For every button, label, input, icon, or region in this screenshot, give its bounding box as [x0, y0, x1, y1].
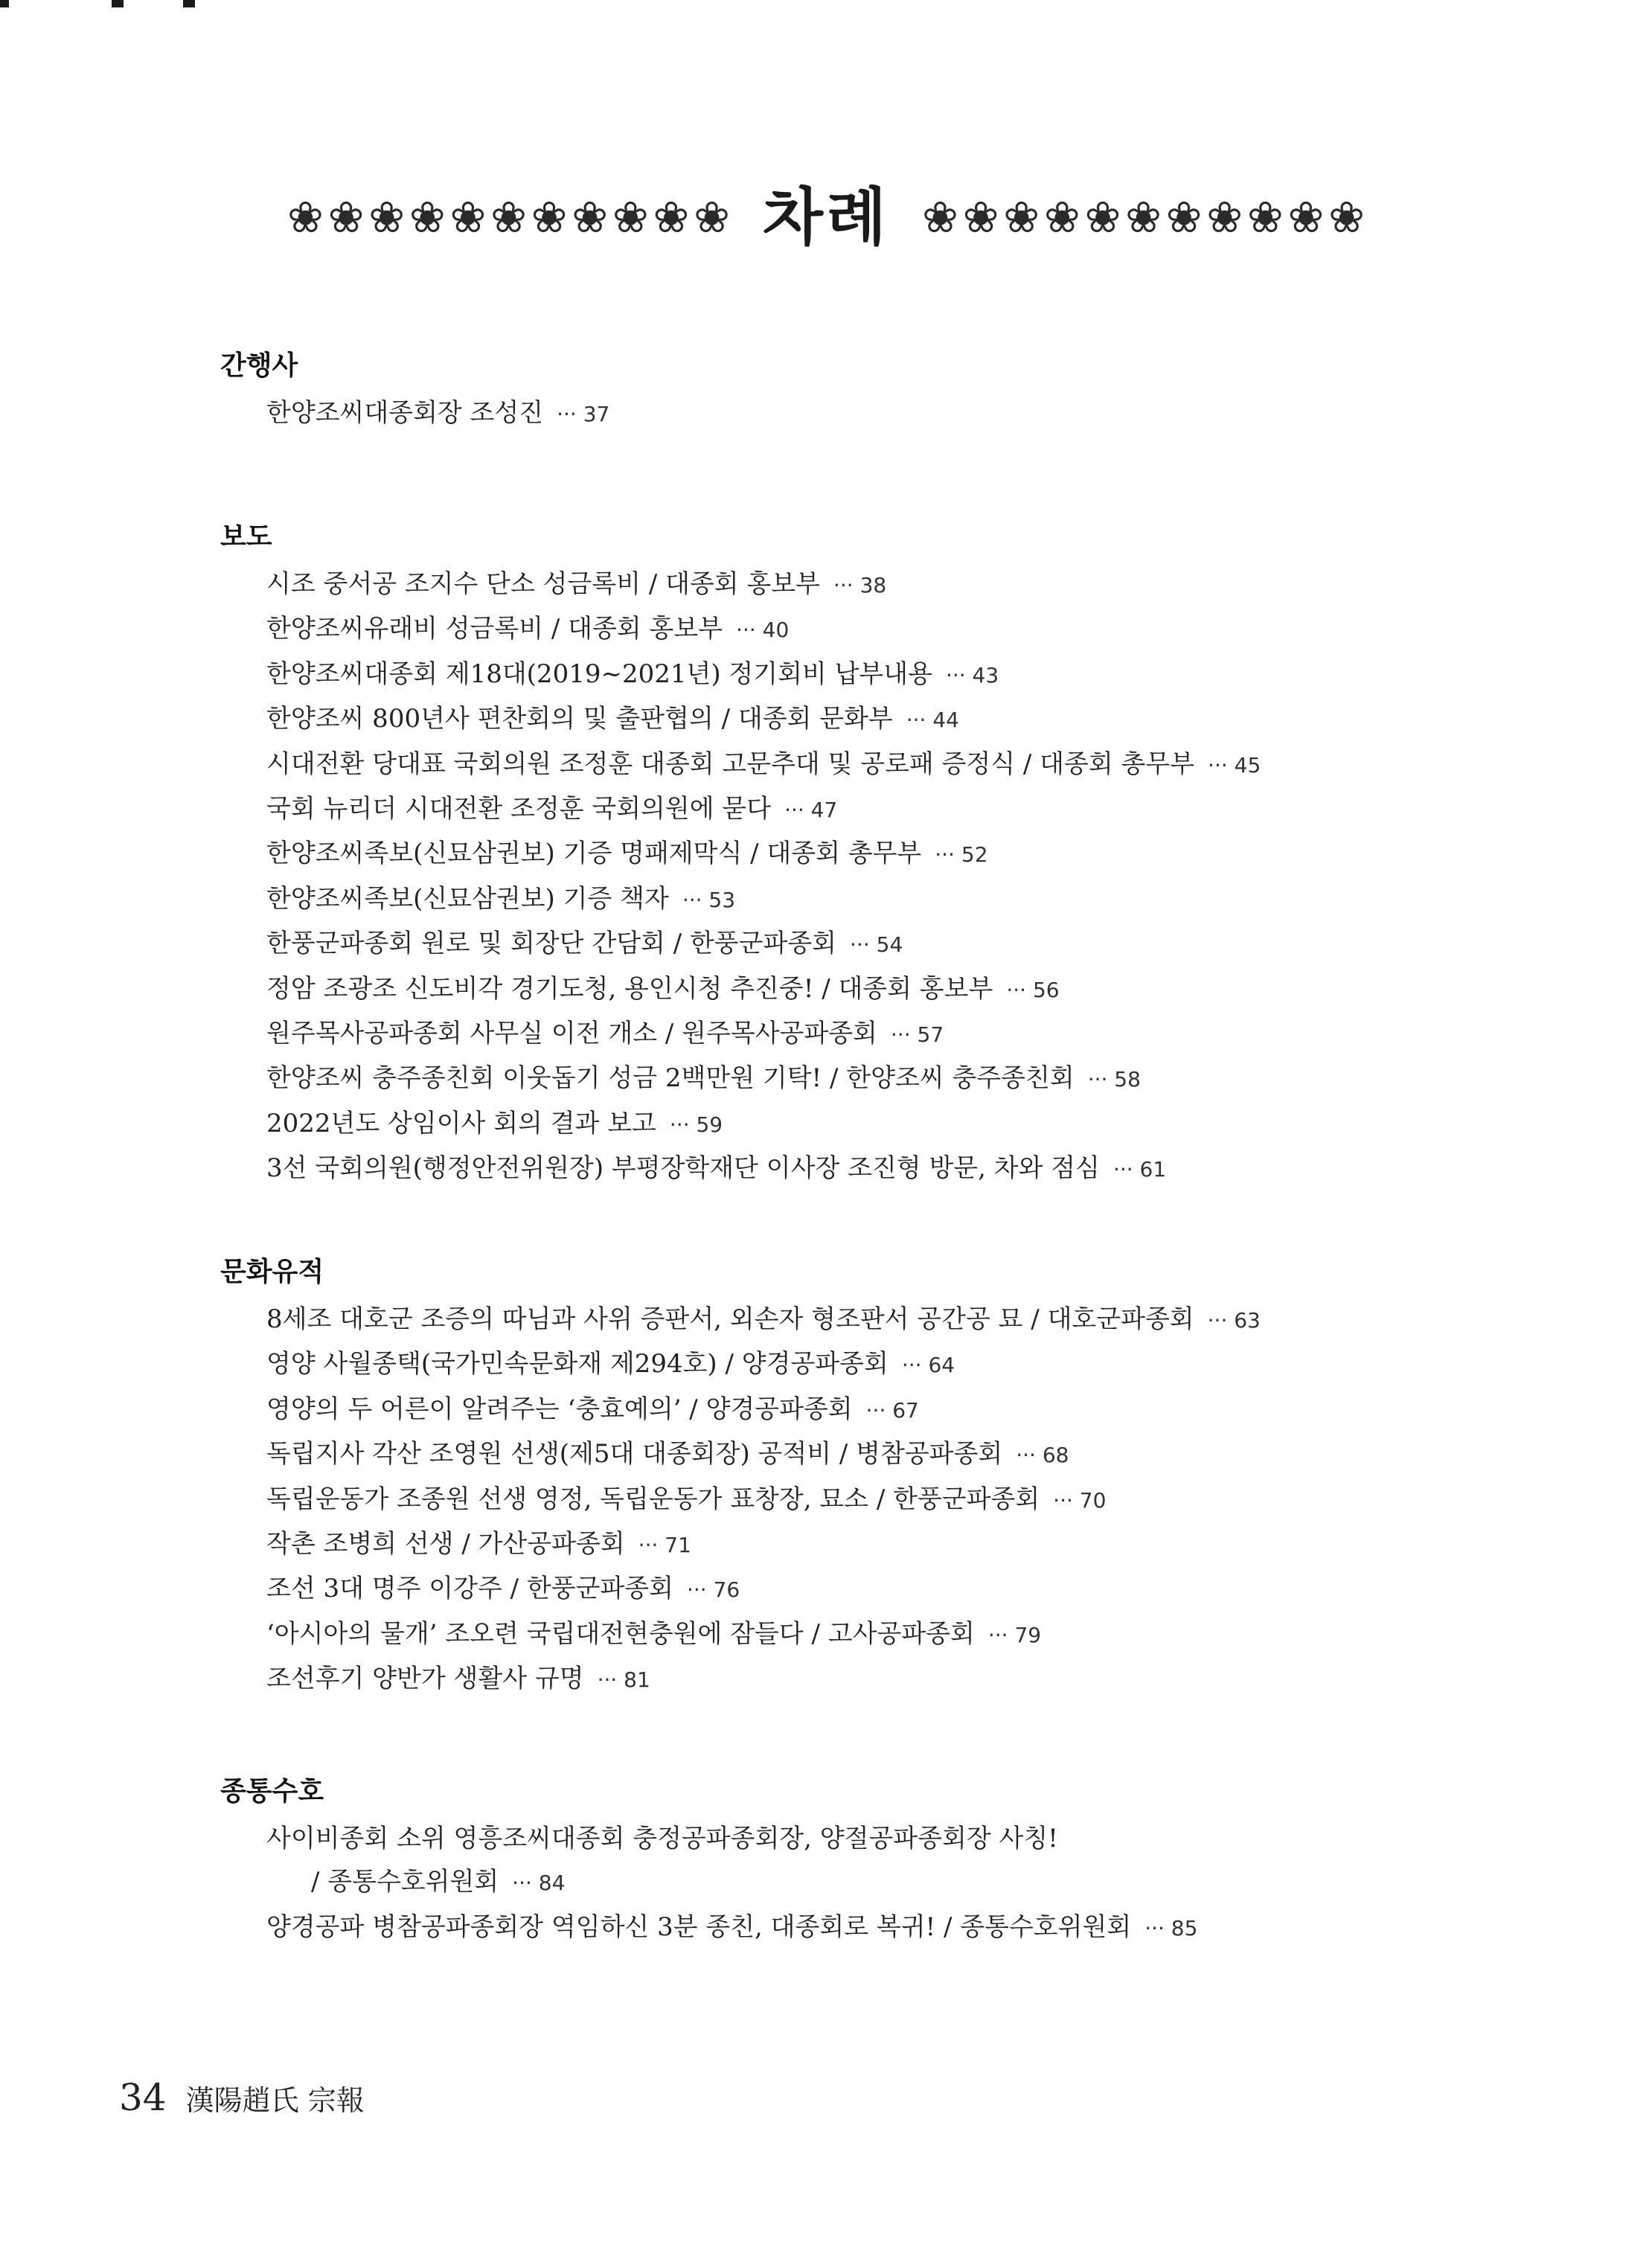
- entry-page: ··· 70: [1053, 1487, 1107, 1513]
- flower-ornament-icon: ❀: [1287, 192, 1325, 243]
- toc-entry[interactable]: [220, 1657, 1485, 1702]
- entry-list: [220, 1817, 1485, 1950]
- entry-text: 조선 3대 명주 이강주 / 한풍군파종회: [266, 1574, 673, 1604]
- toc-entry[interactable]: [220, 1102, 1485, 1147]
- toc-entry[interactable]: [220, 743, 1485, 787]
- flower-ornament-icon: ❀: [1003, 192, 1040, 243]
- entry-text: 국회 뉴리더 시대전환 조정훈 국회의원에 묻다: [266, 794, 772, 824]
- entry-text: 한양조씨대종회장 조성진: [266, 398, 544, 428]
- entry-page: ··· 84: [512, 1871, 566, 1896]
- entry-text: 한양조씨 충주종친회 이웃돕기 성금 2백만원 기탁! / 한양조씨 충주종친회: [266, 1063, 1075, 1094]
- toc-entry[interactable]: [220, 1298, 1485, 1342]
- flower-ornament-icon: ❀: [1247, 192, 1284, 243]
- flower-ornament-icon: ❀: [572, 192, 609, 243]
- entry-page: ··· 71: [638, 1533, 691, 1558]
- entry-text: 2022년도 상임이사 회의 결과 보고: [266, 1108, 656, 1138]
- toc-entry[interactable]: [220, 607, 1485, 652]
- entry-page: ··· 47: [784, 798, 838, 823]
- entry-text: 한풍군파종회 원로 및 회장단 간담회 / 한풍군파종회: [266, 929, 837, 959]
- entry-text: 한양조씨족보(신묘삼권보) 기증 책자: [266, 883, 669, 914]
- entry-page: ··· 57: [890, 1022, 944, 1048]
- entry-list: [220, 1298, 1485, 1702]
- flower-ornament-icon: ❀: [1084, 192, 1121, 243]
- entry-page: ··· 38: [833, 573, 887, 597]
- flower-ornament-icon: ❀: [922, 192, 958, 243]
- entry-page: ··· 37: [557, 402, 610, 426]
- ornament-left: [287, 192, 730, 243]
- entry-text: 영양의 두 어른이 알려주는 ‘충효예의’ / 양경공파종회: [266, 1394, 853, 1424]
- flower-ornament-icon: ❀: [449, 192, 487, 243]
- page-number: 34: [119, 2076, 167, 2119]
- entry-text: 시조 중서공 조지수 단소 성금록비 / 대종회 홍보부: [266, 569, 820, 599]
- entry-text: 작촌 조병희 선생 / 가산공파종회: [266, 1529, 625, 1560]
- entry-page: ··· 45: [1208, 752, 1261, 778]
- toc-entry[interactable]: [220, 697, 1485, 742]
- flower-ornament-icon: ❀: [1043, 192, 1080, 243]
- flower-ornament-icon: ❀: [1206, 192, 1243, 243]
- entry-page: ··· 44: [906, 708, 959, 733]
- entry-text: 8세조 대호군 조증의 따님과 사위 증판서, 외손자 형조판서 공간공 묘 / 대호군파종회: [266, 1304, 1194, 1334]
- section-preface: [220, 350, 1485, 436]
- toc-entry[interactable]: [220, 1817, 1485, 1906]
- section-heading: 보도: [220, 522, 272, 552]
- entry-page: ··· 53: [682, 887, 736, 912]
- flower-ornament-icon: ❀: [653, 192, 690, 243]
- entry-text: 독립지사 각산 조영원 선생(제5대 대종회장) 공적비 / 병참공파종회: [266, 1439, 1003, 1470]
- flower-ornament-icon: ❀: [490, 192, 527, 243]
- toc-entry[interactable]: [220, 787, 1485, 832]
- toc-entry[interactable]: [220, 653, 1485, 697]
- entry-page: ··· 58: [1087, 1067, 1141, 1092]
- section-heading: 문화유적: [220, 1257, 324, 1287]
- entry-text-continued: / 종통수호위원회: [311, 1867, 499, 1897]
- entry-page: ··· 67: [865, 1397, 919, 1423]
- entry-page: ··· 79: [987, 1622, 1042, 1647]
- entry-page: ··· 40: [736, 618, 790, 643]
- entry-text: 조선후기 양반가 생활사 규명: [266, 1664, 584, 1694]
- flower-ornament-icon: ❀: [287, 192, 324, 243]
- toc-entry[interactable]: [220, 1612, 1485, 1657]
- entry-text: 사이비종회 소위 영흥조씨대종회 충정공파종회장, 양절공파종회장 사칭!: [266, 1824, 1058, 1853]
- toc-entry[interactable]: [220, 1478, 1485, 1522]
- toc-entry[interactable]: [220, 1388, 1485, 1432]
- entry-page: ··· 81: [597, 1667, 650, 1693]
- toc-entry[interactable]: [220, 1522, 1485, 1567]
- toc-entry[interactable]: [220, 967, 1485, 1012]
- flower-ornament-icon: ❀: [694, 192, 730, 243]
- section-heading: 간행사: [220, 350, 298, 381]
- publication-name: 漢陽趙氏 宗報: [185, 2084, 365, 2117]
- entry-list: [220, 391, 1485, 436]
- ornament-right: [922, 192, 1365, 243]
- entry-text: 한양조씨 800년사 편찬회의 및 출판협의 / 대종회 문화부: [266, 704, 893, 734]
- entry-text: 한양조씨유래비 성금록비 / 대종회 홍보부: [266, 614, 723, 644]
- entry-page: ··· 56: [1006, 977, 1060, 1002]
- entry-text: 원주목사공파종회 사무실 이전 개소 / 원주목사공파종회: [266, 1019, 877, 1049]
- entry-text: 영양 사월종택(국가민속문화재 제294호) / 양경공파종회: [266, 1349, 889, 1379]
- flower-ornament-icon: ❀: [368, 192, 405, 243]
- toc-entry[interactable]: [220, 1432, 1485, 1477]
- flower-ornament-icon: ❀: [327, 192, 365, 243]
- entry-page: ··· 43: [945, 662, 999, 688]
- page-footer: [119, 2076, 365, 2119]
- toc-entry[interactable]: [220, 563, 1485, 607]
- entry-page: ··· 76: [686, 1577, 740, 1603]
- flower-ornament-icon: ❀: [1328, 192, 1365, 243]
- entry-text: 한양조씨족보(신묘삼권보) 기증 명패제막식 / 대종회 총무부: [266, 839, 922, 869]
- flower-ornament-icon: ❀: [1125, 192, 1162, 243]
- title-row: [0, 173, 1652, 262]
- flower-ornament-icon: ❀: [1165, 192, 1203, 243]
- toc-entry[interactable]: [220, 1057, 1485, 1101]
- section-heading: 종통수호: [220, 1776, 324, 1807]
- entry-text: 시대전환 당대표 국회의원 조정훈 대종회 고문추대 및 공로패 증정식 / 대종회 총무부: [266, 749, 1195, 779]
- toc-entry[interactable]: [220, 832, 1485, 877]
- toc-entry[interactable]: [220, 1012, 1485, 1057]
- entry-page: ··· 64: [901, 1353, 955, 1378]
- flower-ornament-icon: ❀: [531, 192, 568, 243]
- entry-page: ··· 54: [850, 932, 903, 958]
- flower-ornament-icon: ❀: [612, 192, 649, 243]
- toc-entry[interactable]: [220, 877, 1485, 922]
- crop-mark: [0, 0, 9, 7]
- section-news: [220, 521, 1485, 1192]
- entry-page: ··· 52: [935, 842, 988, 868]
- crop-mark: [183, 0, 195, 7]
- entry-text: 한양조씨대종회 제18대(2019~2021년) 정기회비 납부내용: [266, 658, 932, 689]
- entry-page: ··· 68: [1016, 1443, 1069, 1468]
- toc-entry[interactable]: [220, 1147, 1485, 1191]
- crop-mark: [112, 0, 124, 7]
- page-title: 차례: [762, 181, 890, 254]
- toc-entry[interactable]: [220, 1567, 1485, 1612]
- entry-page: ··· 59: [669, 1112, 723, 1137]
- toc-entry[interactable]: [220, 1342, 1485, 1387]
- section-cultural-heritage: [220, 1256, 1485, 1702]
- toc-entry[interactable]: [220, 1906, 1485, 1950]
- entry-list: [220, 563, 1485, 1192]
- flower-ornament-icon: ❀: [962, 192, 999, 243]
- section-lineage-defense: [220, 1775, 1485, 1950]
- flower-ornament-icon: ❀: [409, 192, 446, 243]
- toc-entry[interactable]: [220, 922, 1485, 967]
- entry-page: ··· 63: [1207, 1308, 1261, 1333]
- entry-text: 정암 조광조 신도비각 경기도청, 용인시청 추진중! / 대종회 홍보부: [266, 973, 993, 1004]
- entry-text: 3선 국회의원(행정안전위원장) 부평장학재단 이사장 조진형 방문, 차와 점심: [266, 1153, 1100, 1184]
- entry-page: ··· 61: [1112, 1157, 1167, 1182]
- toc-entry[interactable]: [220, 391, 1485, 436]
- entry-page: ··· 85: [1144, 1915, 1198, 1941]
- entry-text: 양경공파 병참공파종회장 역임하신 3분 종친, 대종회로 복귀! / 종통수호위원회: [266, 1911, 1132, 1942]
- entry-text: ‘아시아의 물개’ 조오련 국립대전현충원에 잠들다 / 고사공파종회: [266, 1618, 975, 1649]
- entry-text: 독립운동가 조종원 선생 영정, 독립운동가 표창장, 묘소 / 한풍군파종회: [266, 1484, 1040, 1514]
